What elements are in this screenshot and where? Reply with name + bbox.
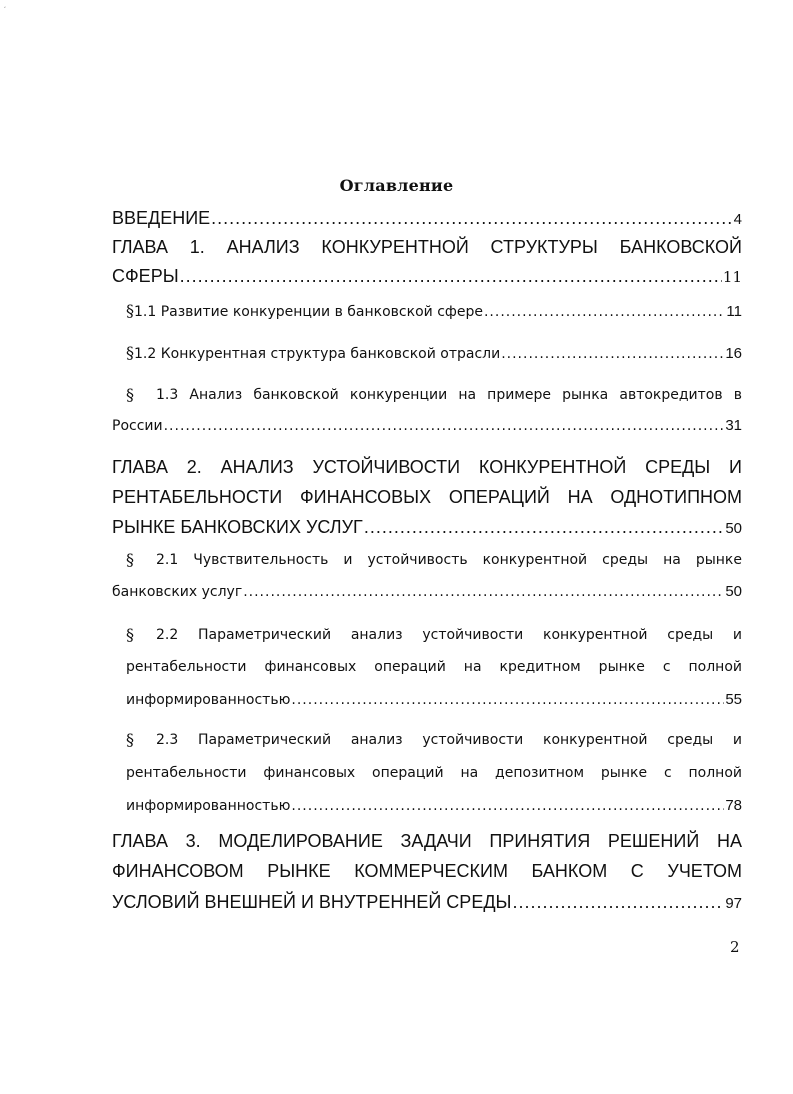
toc-section-2-3-page: 78	[725, 797, 742, 814]
toc-section-2-2[interactable]	[112, 620, 742, 716]
leader-dots	[512, 886, 724, 918]
toc-section-2-3-line-2: рентабельности финансовых операций на депозитном рынке с полной	[126, 765, 742, 781]
toc-section-2-2-page: 55	[725, 691, 742, 708]
toc-section-1-3[interactable]	[112, 382, 742, 444]
toc-chapter-2-line-1: ГЛАВА 2. АНАЛИЗ УСТОЙЧИВОСТИ КОНКУРЕНТНОЙ СРЕДЫ И	[112, 457, 742, 477]
toc-chapter-1-line-2: СФЕРЫ	[112, 266, 179, 286]
toc-section-2-1-line-1: 2.1 Чувствительность и устойчивость конкурентной среды на рынке	[156, 552, 742, 568]
leader-dots	[501, 341, 724, 367]
toc-chapter-2[interactable]	[112, 452, 742, 542]
toc-section-1-2-page: 16	[725, 345, 742, 362]
toc-section-2-1-line-2: банковских услуг	[112, 584, 243, 600]
toc-section-2-2-line-3: информированностью	[126, 692, 291, 708]
toc-chapter-2-line-2: РЕНТАБЕЛЬНОСТИ ФИНАНСОВЫХ ОПЕРАЦИЙ НА ОДНОТИПНОМ	[112, 487, 742, 507]
toc-chapter-1[interactable]	[112, 233, 742, 291]
leader-dots	[484, 299, 725, 325]
toc-section-2-3-line-1: 2.3 Параметрический анализ устойчивости конкурентной среды и	[156, 732, 742, 748]
scan-mark: ʻ	[4, 6, 6, 13]
section-mark: §	[126, 385, 134, 404]
toc-entry-intro[interactable]	[112, 204, 742, 232]
toc-chapter-3-line-3: УСЛОВИЙ ВНЕШНЕЙ И ВНУТРЕННЕЙ СРЕДЫ	[112, 892, 512, 912]
toc-section-2-2-line-2: рентабельности финансовых операций на кредитном рынке с полной	[126, 659, 742, 675]
toc-section-1-2-text: 1.2 Конкурентная структура банковской отрасли	[134, 346, 501, 362]
page-number: 2	[730, 938, 740, 956]
toc-chapter-3-line-2: ФИНАНСОВОМ РЫНКЕ КОММЕРЧЕСКИМ БАНКОМ С УЧЕТОМ	[112, 861, 742, 881]
toc-section-1-1-text: 1.1 Развитие конкуренции в банковской сфере	[134, 304, 483, 320]
toc-entry-intro-page: 4	[733, 211, 742, 228]
leader-dots	[291, 790, 724, 822]
toc-section-1-3-page: 31	[725, 417, 742, 434]
toc-section-1-3-line-2: России	[112, 418, 163, 434]
toc-section-2-2-line-1: 2.2 Параметрический анализ устойчивости конкурентной среды и	[156, 627, 742, 643]
toc-chapter-2-line-3: РЫНКЕ БАНКОВСКИХ УСЛУГ	[112, 517, 363, 537]
toc-chapter-1-line-1: ГЛАВА 1. АНАЛИЗ КОНКУРЕНТНОЙ СТРУКТУРЫ БАНКОВСКОЙ	[112, 237, 742, 257]
toc-chapter-3[interactable]	[112, 826, 742, 918]
toc-section-2-3-line-3: информированностью	[126, 798, 291, 814]
section-mark: §	[126, 730, 134, 749]
section-mark: §	[126, 343, 134, 362]
toc-section-2-1[interactable]	[112, 546, 742, 610]
leader-dots	[211, 204, 733, 232]
page-title: Оглавление	[339, 176, 454, 195]
toc-chapter-1-page: 11	[722, 268, 742, 286]
leader-dots	[364, 512, 725, 542]
leader-dots	[291, 684, 724, 716]
toc-section-2-1-page: 50	[725, 583, 742, 600]
toc-section-1-2[interactable]	[112, 340, 742, 366]
leader-dots	[243, 574, 724, 610]
section-mark: §	[126, 550, 134, 569]
leader-dots	[164, 408, 725, 444]
toc-chapter-3-page: 97	[725, 895, 742, 912]
toc-entry-intro-text: ВВЕДЕНИЕ	[112, 208, 211, 228]
toc-chapter-2-page: 50	[725, 520, 742, 537]
section-mark: §	[126, 625, 134, 644]
toc-section-2-3[interactable]	[112, 724, 742, 822]
toc-section-1-1[interactable]	[112, 298, 742, 324]
toc-chapter-3-line-1: ГЛАВА 3. МОДЕЛИРОВАНИЕ ЗАДАЧИ ПРИНЯТИЯ РЕШЕНИЙ НА	[112, 831, 742, 851]
leader-dots	[180, 261, 722, 291]
toc-section-1-3-line-1: 1.3 Анализ банковской конкуренции на примере рынка автокредитов в	[156, 387, 742, 403]
toc-section-1-1-page: 11	[726, 303, 742, 320]
section-mark: §	[126, 301, 134, 320]
